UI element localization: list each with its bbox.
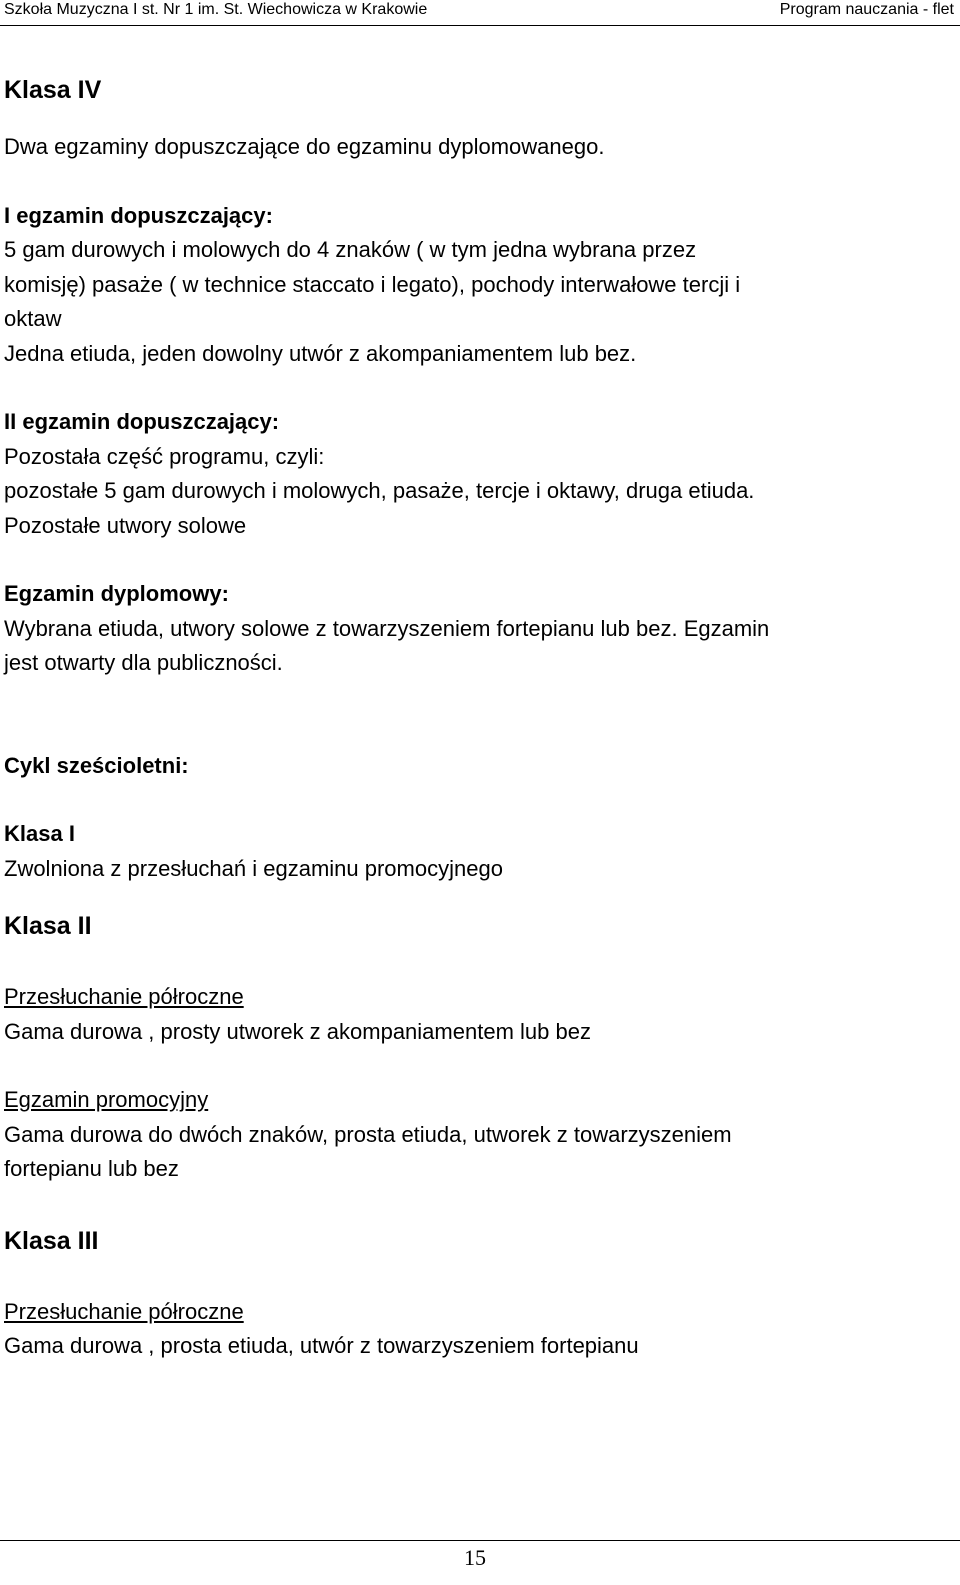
- page-number: 15: [464, 1545, 486, 1570]
- heading-klasa-ii-egzamin-promocyjny: Egzamin promocyjny: [4, 1087, 209, 1112]
- footer-divider: [0, 1540, 960, 1541]
- klasa-iii-przesluchanie-text: Gama durowa , prosta etiuda, utwór z towarzyszeniem fortepianu: [4, 1333, 639, 1358]
- egzamin-2-line: pozostałe 5 gam durowych i molowych, pasaże, tercje i oktawy, druga etiuda.: [4, 478, 755, 503]
- heading-cykl-szescioletni: Cykl sześcioletni:: [4, 752, 189, 778]
- heading-klasa-ii: Klasa II: [4, 912, 92, 940]
- header-divider: [0, 25, 960, 26]
- egzamin-1-line: 5 gam durowych i molowych do 4 znaków ( w tym jedna wybrana przez: [4, 237, 697, 262]
- dyplom-line: jest otwarty dla publiczności.: [4, 650, 283, 675]
- egzamin-2-line: Pozostała część programu, czyli:: [4, 443, 325, 469]
- heading-klasa-iii: Klasa III: [4, 1226, 99, 1255]
- heading-egzamin-1: I egzamin dopuszczający:: [4, 202, 273, 228]
- klasa-iv-intro: Dwa egzaminy dopuszczające do egzaminu dyplomowanego.: [4, 134, 605, 159]
- egzamin-2-line: Pozostałe utwory solowe: [4, 512, 247, 538]
- dyplom-line: Wybrana etiuda, utwory solowe z towarzyszeniem fortepianu lub bez. Egzamin: [4, 615, 770, 641]
- klasa-i-text: Zwolniona z przesłuchań i egzaminu promocyjnego: [4, 855, 503, 881]
- header-school-name: Szkoła Muzyczna I st. Nr 1 im. St. Wiechowicza w Krakowie: [4, 1, 428, 18]
- document-body: [4, 70, 954, 1364]
- klasa-ii-promocyjny-line: fortepianu lub bez: [4, 1156, 179, 1181]
- heading-klasa-iv: Klasa IV: [4, 76, 102, 104]
- header-program-title: Program nauczania - flet: [779, 1, 954, 18]
- heading-egzamin-2: II egzamin dopuszczający:: [4, 409, 280, 434]
- heading-klasa-i: Klasa I: [4, 821, 75, 846]
- heading-klasa-iii-przesluchanie: Przesłuchanie półroczne: [4, 1298, 244, 1324]
- klasa-ii-promocyjny-line: Gama durowa do dwóch znaków, prosta etiuda, utworek z towarzyszeniem: [4, 1121, 732, 1147]
- klasa-ii-przesluchanie-text: Gama durowa , prosty utworek z akompaniamentem lub bez: [4, 1018, 591, 1044]
- egzamin-1-line: Jedna etiuda, jeden dowolny utwór z akompaniamentem lub bez.: [4, 340, 637, 366]
- heading-egzamin-dyplomowy: Egzamin dyplomowy:: [4, 581, 229, 606]
- egzamin-1-line: komisję) pasaże ( w technice staccato i legato), pochody interwałowe tercji i: [4, 271, 741, 297]
- egzamin-1-line: oktaw: [4, 306, 62, 331]
- heading-klasa-ii-przesluchanie: Przesłuchanie półroczne: [4, 984, 244, 1009]
- page-header: [0, 0, 960, 26]
